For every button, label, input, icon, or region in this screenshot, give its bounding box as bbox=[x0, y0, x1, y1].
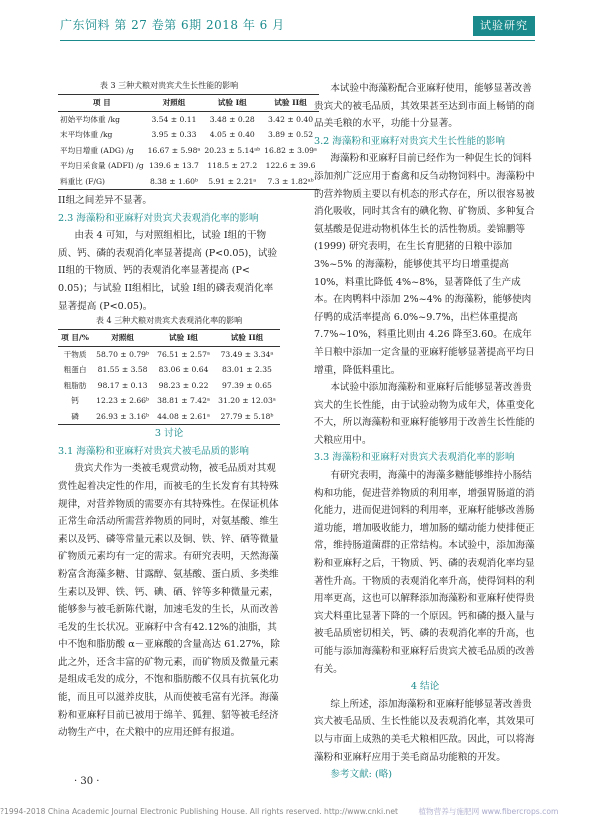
table4-cell: 58.70 ± 0.79ᵇ bbox=[96, 349, 150, 359]
table3-cell: 20.23 ± 5.14ᵃᵇ bbox=[204, 145, 261, 155]
table4-cell: 81.55 ± 3.58 bbox=[97, 365, 148, 375]
paragraph: 综上所述，添加海藻粉和亚麻籽能够显著改善贵宾犬被毛品质、生长性能以及表观消化率，其效果可以与市面上成熟的美毛犬粮相匹敌。因此，可以将海藻粉和亚麻籽应用于美毛商品功能粮的开发。 bbox=[314, 698, 535, 763]
table3-cell: 7.3 ± 1.82ᵃᵇ bbox=[267, 176, 314, 186]
footer-copyright: ?1994-2018 China Academic Journal Electronic Publishing House. All rights reserved. bbox=[0, 807, 322, 816]
table3 bbox=[58, 94, 319, 190]
table3-col-group2: 试验 II组 bbox=[274, 98, 307, 107]
table3-cell: 139.6 ± 13.7 bbox=[149, 161, 199, 170]
table3-col-control: 对照组 bbox=[162, 98, 186, 107]
table3-cell: 料重比 (F/G) bbox=[60, 176, 106, 186]
table4 bbox=[58, 329, 280, 425]
journal-header: 广东饲料 第 27 卷第 6期 2018 年 6 月 bbox=[60, 18, 285, 32]
table4-cell: 12.23 ± 2.66ᵇ bbox=[96, 396, 150, 406]
paragraph: 贵宾犬作为一类被毛观赏动物，被毛品质对其观赏性起着决定性的作用，而被毛的生长发育有其特殊规律，对营养物质的需要亦有其特殊性。在保证机体正常生命活动所需营养物质的同时，对氨基酸、维生素以及钙、磷等常量元素以及铜、铁、锌、硒等微量矿物质元素均有一定的需求。有研究表明，天然海藻粉富含海藻多糖、甘露醇、氨基酸、蛋白质、多类维生素以及钾、铁、钙、碘、硒、锌等多种微量元素，能够参与被毛新陈代谢，加速毛发的生长，从而改善毛发的生长状况。亚麻籽中含有42.12%的油脂，其中不饱和脂肪酸 α－亚麻酸的含量高达 61.27%，除此之外，还含丰富的矿物元素，而矿物质及微量元素是组成毛发的成分，不饱和脂肪酸不仅具有抗氧化功能，而且可以滋养皮肤，从而使被毛富有光泽。海藻粉和亚麻籽目前已被用于绵羊、狐狸、貂等被毛经济动物生产中，在犬粮中的应用还鲜有报道。 bbox=[58, 463, 280, 739]
table4-cell: 粗蛋白 bbox=[63, 365, 87, 375]
table4-header-row bbox=[58, 330, 280, 347]
table3-cell: 5.91 ± 2.21ᵃ bbox=[208, 176, 257, 186]
table3-cell: 3.54 ± 0.11 bbox=[151, 114, 197, 124]
table3-cell: 16.82 ± 3.09ᵃ bbox=[264, 145, 317, 155]
table4-cell: 干物质 bbox=[63, 349, 87, 359]
table3-cell: 3.48 ± 0.28 bbox=[209, 114, 255, 124]
table3-cell: 末平均体重 /kg bbox=[60, 130, 113, 139]
paragraph: 本试验中添加海藻粉和亚麻籽后能够显著改善贵宾犬的生长性能，由于试验动物为成年犬，体重变化不大，所以海藻粉和亚麻籽能够用于改善生长性能的犬粮应用中。 bbox=[314, 382, 535, 446]
paragraph: 有研究表明，海藻中的海藻多糖能够维持小肠结构和功能，促进营养物质的利用率，增强胃肠道的消化能力，进而促进饲料的利用率，亚麻籽能够改善肠道功能，增加吸收能力，增加肠的蠕动能力使排便正常，维持肠道菌群的正常结构。本试验中，添加海藻粉和亚麻籽之后，干物质、钙、磷的表观消化率均显著性升高。干物质的表观消化率升高，使得饲料的利用率更高，这也可以解释添加海藻粉和亚麻籽使得贵宾犬料重比显著下降的一个原因。钙和磷的摄入量与被毛品质密切相关，钙、磷的表观消化率的升高，也可能与添加海藻粉和亚麻籽后贵宾犬被毛品质的改善有关。 bbox=[314, 470, 535, 675]
section-heading-4: 4 结论 bbox=[410, 681, 440, 693]
table3-cell: 3.42 ± 0.40 bbox=[268, 114, 314, 124]
table-row bbox=[58, 409, 280, 425]
section-heading-3: 3 讨论 bbox=[154, 428, 184, 440]
table3-cell: 3.95 ± 0.33 bbox=[151, 130, 197, 139]
table4-cell: 76.51 ± 2.57ᵃ bbox=[157, 349, 210, 359]
table4-cell: 97.39 ± 0.65 bbox=[222, 380, 272, 390]
table-row bbox=[58, 346, 280, 362]
watermark: 植物营养与施肥网 www.fibercrops.com bbox=[418, 807, 559, 816]
left-column bbox=[58, 80, 317, 742]
table3-cell: 平均日采食量 (ADFI) /g bbox=[60, 161, 144, 170]
footer bbox=[0, 806, 595, 817]
table3-cell: 平均日增重 (ADG) /g bbox=[60, 145, 134, 155]
table4-cell: 83.06 ± 0.64 bbox=[158, 365, 209, 375]
table3-cell: 8.38 ± 1.60ᵇ bbox=[149, 176, 198, 186]
section-heading-3-3: 3.3 海藻粉和亚麻籽对贵宾犬表观消化率的影响 bbox=[314, 452, 515, 464]
table3-cell: 3.89 ± 0.52 bbox=[268, 130, 314, 139]
table4-cell: 44.08 ± 2.61ᵃ bbox=[157, 411, 210, 421]
section-heading-3-1: 3.1 海藻粉和亚麻籽对贵宾犬被毛品质的影响 bbox=[58, 445, 249, 457]
table-row bbox=[58, 393, 280, 409]
table4-cell: 磷 bbox=[71, 411, 79, 421]
table4-cell: 26.93 ± 3.16ᵇ bbox=[96, 411, 150, 421]
table4-cell: 73.49 ± 3.34ᵃ bbox=[220, 349, 274, 359]
table3-cell: 118.5 ± 27.2 bbox=[207, 161, 258, 170]
table3-cell: 122.6 ± 39.6 bbox=[265, 161, 316, 170]
table3-col-item: 项 目 bbox=[92, 98, 111, 107]
table-row bbox=[58, 127, 319, 143]
page-number: · 30 · bbox=[74, 776, 100, 787]
references-note: 参考文献: (略) bbox=[330, 769, 393, 781]
table4-cell: 27.79 ± 5.18ᵇ bbox=[220, 411, 274, 421]
table-row bbox=[58, 143, 319, 159]
section-heading-3-2: 3.2 海藻粉和亚麻籽对贵宾犬生长性能的影响 bbox=[314, 135, 505, 147]
table4-cell: 83.01 ± 2.35 bbox=[222, 365, 272, 375]
table4-cell: 31.20 ± 12.03ᵃ bbox=[218, 396, 276, 406]
table-row bbox=[58, 378, 280, 394]
paragraph: 本试验中海藻粉配合亚麻籽使用，能够显著改善贵宾犬的被毛品质，其效果甚至达到市面上畅销的商品美毛粮的水平，功能十分显著。 bbox=[314, 83, 535, 130]
paragraph: 海藻粉和亚麻籽目前已经作为一种促生长的饲料添加剂广泛应用于畜禽和反刍动物饲料中。海藻粉中的营养物质主要以有机态的形式存在，所以很容易被消化吸收，同时其含有的碘化物、矿物质、多种复合氨基酸是促进动物机体生长的活性物质。姜锦鹏等(1999) 研究表明，在生长育肥猪的日粮中添加 3%~5% 的海藻粉，能够使其平均日增重提高 10%，料重比降低 4%~8%，显著降低了生产成本。在肉鸭料中添加 2%~4% 的海藻粉，能够使肉仔鸭的成活率提高 6.0%~9.7%，出栏体重提高 7.7%~10%，料重比则由 4.26 降至3.60。在成年羊日粮中添加一定含量的亚麻籽能够显著提高平均日增重，降低料重比。 bbox=[314, 153, 535, 376]
right-column bbox=[314, 80, 536, 784]
table4-cell: 粗脂肪 bbox=[63, 380, 87, 390]
section-heading-2-3: 2.3 海藻粉和亚麻籽对贵宾犬表观消化率的影响 bbox=[58, 212, 259, 224]
table4-caption: 表 4 三种犬粮对贵宾犬表观消化率的影响 bbox=[95, 316, 243, 326]
header-rule bbox=[60, 40, 535, 41]
table-row bbox=[58, 362, 280, 378]
table3-cell: 4.05 ± 0.40 bbox=[209, 130, 255, 139]
table-row bbox=[58, 174, 319, 190]
table4-col-control: 对照组 bbox=[111, 333, 134, 343]
table-row bbox=[58, 158, 319, 174]
table3-col-group1: 试验 I组 bbox=[217, 98, 247, 107]
paragraph: II组之间差异不显著。 bbox=[58, 195, 152, 206]
table4-cell: 98.23 ± 0.22 bbox=[158, 380, 209, 390]
table4-col-item: 项 目/% bbox=[61, 333, 89, 343]
table3-caption: 表 3 三种犬粮对贵宾犬生长性能的影响 bbox=[99, 81, 239, 90]
table3-cell: 16.67 ± 5.98ᵃ bbox=[147, 145, 201, 155]
table4-col-group2: 试验 II组 bbox=[230, 333, 264, 343]
footer-site-link[interactable]: http://www.cnki.net bbox=[324, 807, 399, 816]
table4-cell: 钙 bbox=[71, 396, 79, 406]
table4-col-group1: 试验 I组 bbox=[169, 333, 198, 343]
table4-cell: 98.17 ± 0.13 bbox=[97, 380, 148, 390]
table4-cell: 38.81 ± 7.42ᵃ bbox=[157, 396, 210, 406]
table-row bbox=[58, 111, 319, 127]
section-badge: 试验研究 bbox=[473, 16, 535, 36]
paragraph: 由表 4 可知，与对照组相比，试验 I组的干物质、钙、磷的表观消化率显著提高 (P<0.05)，试验 II组的干物质、钙的表观消化率显著提高 (P< 0.05)；与试验 II组相比，试验 I组的磷表观消化率显著提高 (P<0.05)。 bbox=[58, 230, 278, 312]
table3-cell: 初始平均体重 /kg bbox=[60, 114, 120, 124]
table3-header-row bbox=[58, 95, 319, 112]
